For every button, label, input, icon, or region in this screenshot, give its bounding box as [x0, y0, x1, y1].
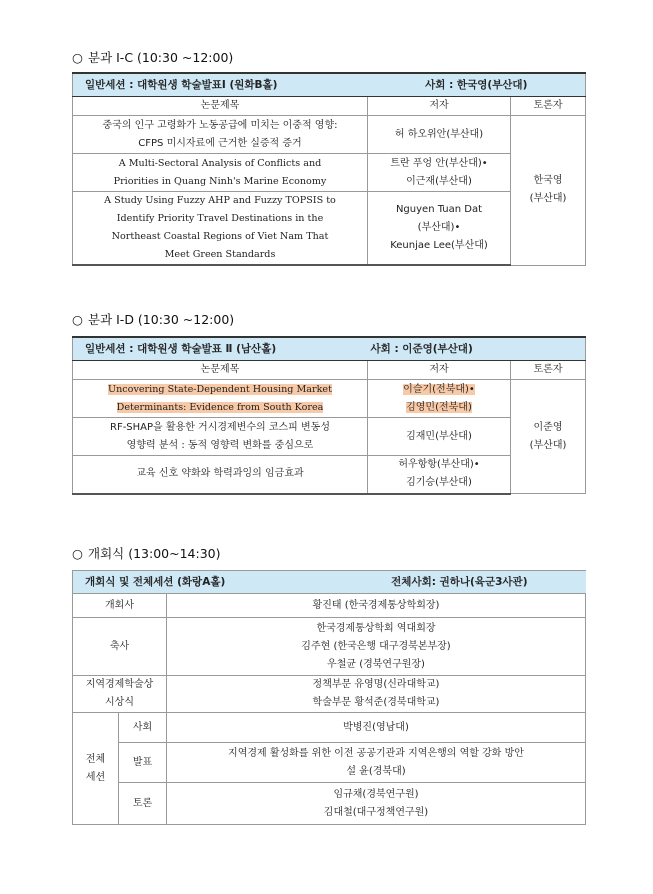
discussant: 한국영 (부산대) — [511, 116, 586, 266]
col-title: 논문제목 — [73, 97, 368, 116]
circle-bullet-icon: ○ — [72, 50, 83, 65]
session-id-column-headers — [73, 361, 586, 380]
session-id-header-left: 일반세션 : 대학원생 학술발표 Ⅱ (남산홀) — [73, 337, 368, 361]
paper-title: 교육 신호 약화와 학력과잉의 임금효과 — [73, 456, 368, 494]
paper-title: A Multi-Sectoral Analysis of Conflicts and Priorities in Quang Ninh's Marine Economy — [73, 154, 368, 192]
paper-title: Uncovering State-Dependent Housing Market Determinants: Evidence from South Korea — [73, 380, 368, 418]
paper-title: RF-SHAP을 활용한 거시경제변수의 코스피 변동성 영향력 분석 : 동적 영향력 변화를 중심으로 — [73, 418, 368, 456]
table-row — [73, 418, 586, 456]
session-ic-header — [73, 73, 586, 97]
paper-authors: 트란 푸엉 안(부산대)• 이근재(부산대) — [368, 154, 511, 192]
row-label: 축사 — [73, 618, 167, 676]
col-author: 저자 — [368, 97, 511, 116]
table-row — [73, 456, 586, 494]
col-discussant: 토론자 — [511, 361, 586, 380]
opening-ceremony-table — [72, 570, 586, 825]
table-row — [73, 783, 586, 825]
opening-header-left: 개회식 및 전체세션 (화랑A홀) — [85, 576, 226, 588]
paper-title: A Study Using Fuzzy AHP and Fuzzy TOPSIS to Identify Priority Travel Destinations in the Northeast Coastal Regions of Viet Nam That Meet Green Standards — [73, 192, 368, 266]
row-label: 지역경제학술상 시상식 — [73, 676, 167, 713]
row-sublabel: 사회 — [119, 713, 167, 743]
paper-authors: 김재민(부산대) — [368, 418, 511, 456]
row-content: 한국경제통상학회 역대회장 김주현 (한국은행 대구경북본부장) 우철균 (경북연구원장) — [167, 618, 586, 676]
col-discussant: 토론자 — [511, 97, 586, 116]
table-row — [73, 154, 586, 192]
session-ic-header-left: 일반세션 : 대학원생 학술발표Ⅰ (원화B홀) — [73, 73, 368, 97]
table-row — [73, 743, 586, 783]
table-row — [73, 192, 586, 266]
paper-title: 중국의 인구 고령화가 노동공급에 미치는 이중적 영향: CFPS 미시자료에 근거한 실증적 증거 — [73, 116, 368, 154]
opening-header-cell — [73, 571, 586, 594]
session-ic-header-right: 사회 : 한국영(부산대) — [368, 73, 586, 97]
discussant: 이준영 (부산대) — [511, 380, 586, 494]
section-ic-title: ○ 분과 Ⅰ-C (10:30 ~12:00) — [72, 50, 234, 65]
row-sublabel: 토론 — [119, 783, 167, 825]
table-row — [73, 618, 586, 676]
row-label: 개회사 — [73, 594, 167, 618]
row-content: 황진태 (한국경제통상학회장) — [167, 594, 586, 618]
row-content: 정책부문 유영명(신라대학교) 학술부문 황석준(경북대학교) — [167, 676, 586, 713]
table-row — [73, 116, 586, 154]
session-ic-column-headers — [73, 97, 586, 116]
opening-header-right: 전체사회: 권하나(육군3사관) — [391, 576, 528, 588]
opening-header — [73, 571, 586, 594]
section-id-title: ○ 분과 Ⅰ-D (10:30 ~12:00) — [72, 312, 235, 327]
paper-authors: 허 하오위안(부산대) — [368, 116, 511, 154]
table-row — [73, 594, 586, 618]
session-ic-table — [72, 72, 586, 266]
row-content: 박병진(영남대) — [167, 713, 586, 743]
circle-bullet-icon: ○ — [72, 546, 83, 561]
section-opening-title: ○ 개회식 (13:00~14:30) — [72, 546, 221, 561]
row-sublabel: 발표 — [119, 743, 167, 783]
plenary-label: 전체 세션 — [73, 713, 119, 825]
table-row — [73, 676, 586, 713]
circle-bullet-icon: ○ — [72, 312, 83, 327]
col-title: 논문제목 — [73, 361, 368, 380]
table-row — [73, 380, 586, 418]
session-id-header — [73, 337, 586, 361]
paper-authors: 이슬기(전북대)• 김영민(전북대) — [368, 380, 511, 418]
session-id-header-right: 사회 : 이준영(부산대) — [368, 337, 586, 361]
col-author: 저자 — [368, 361, 511, 380]
paper-authors: 허우항항(부산대)• 김기승(부산대) — [368, 456, 511, 494]
table-row — [73, 713, 586, 743]
paper-authors: Nguyen Tuan Dat (부산대)• Keunjae Lee(부산대) — [368, 192, 511, 266]
row-content: 임규채(경북연구원) 김대철(대구정책연구원) — [167, 783, 586, 825]
row-content: 지역경제 활성화를 위한 이전 공공기관과 지역은행의 역할 강화 방안 설 윤(경북대) — [167, 743, 586, 783]
session-id-table — [72, 336, 586, 495]
